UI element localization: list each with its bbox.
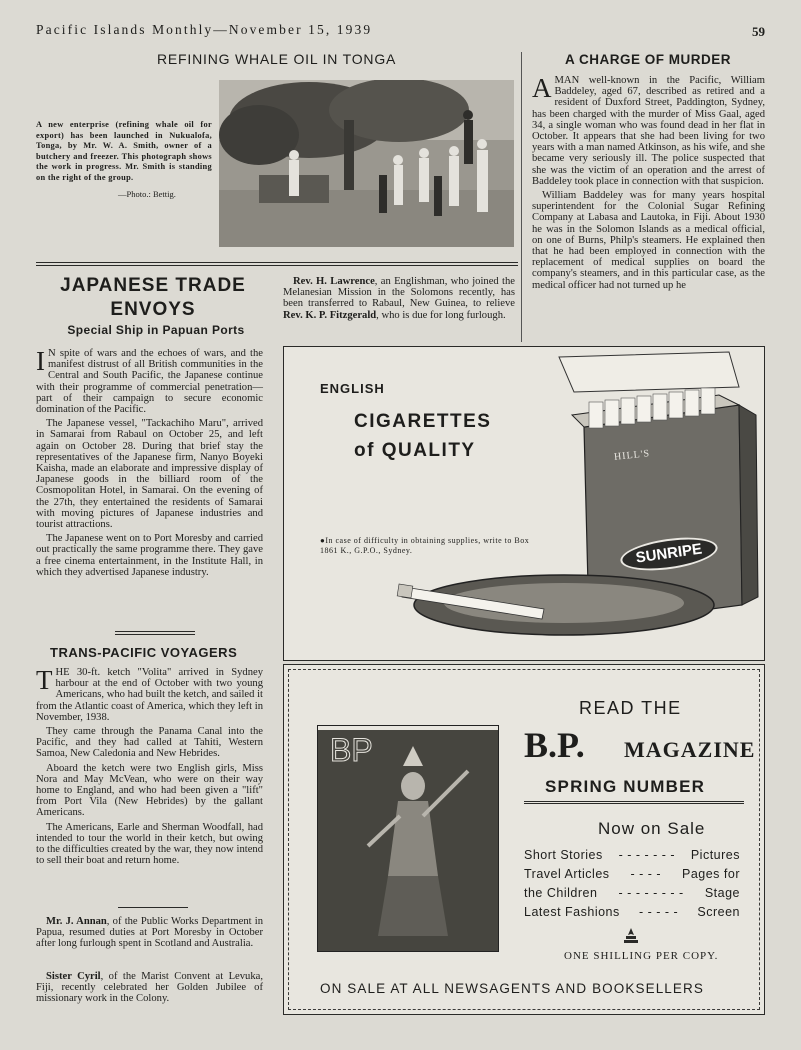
lawrence-text-1: , an Englishman, who joined the Melanesian Mission in the Solomons recently, has been transferred to Rabaul, New Guinea, to relieve bbox=[283, 276, 515, 310]
bp-ad-row-dots: - - - - - bbox=[638, 905, 679, 919]
bp-ad-row-right: Pages for bbox=[681, 867, 740, 881]
photo-credit: —Photo.: Bettig. bbox=[118, 189, 176, 199]
annan-name: Mr. J. Annan bbox=[46, 916, 107, 927]
bp-ad-row-left: Latest Fashions bbox=[524, 905, 620, 919]
lawrence-name: Rev. H. Lawrence bbox=[293, 276, 375, 287]
bp-ad-row bbox=[524, 848, 740, 862]
japanese-paragraph-2: The Japanese vessel, "Tackachiho Maru", arrived in Samarai from Rabaul on October 25, and left again on October 28. During that brief stay the representatives of the Japanese firm, Nanyo Boyeki Kaisha, made an elaborate and impressive display of Japanese goods in the billiard room of the Cosmopolitan Hotel, in Samarai. On the evening of the 27th, they entertained the residents of Samarai with moving pictures of Japanese industries and tourist attractions. bbox=[36, 418, 263, 531]
murder-article bbox=[532, 75, 765, 343]
japanese-paragraph-3: The Japanese went on to Port Moresby and carried out practically the same programme there. They gave a free cinema entertainment, in the Institute Hall, in which they advertised Japanese industry. bbox=[36, 533, 263, 578]
voyagers-dropcap: T bbox=[36, 665, 53, 695]
cigarette-ad-note-text: In case of difficulty in obtaining supplies, write to Box 1861 K., G.P.O., Sydney. bbox=[320, 536, 530, 555]
voyagers-headline: TRANS-PACIFIC VOYAGERS bbox=[50, 645, 238, 660]
bp-ad-row-left: the Children bbox=[524, 886, 598, 900]
pack-maker-label: HILL'S bbox=[613, 448, 651, 463]
lawrence-text-2: , who is due for long furlough. bbox=[376, 309, 506, 321]
bp-ad-row-dots: - - - - bbox=[630, 867, 662, 881]
annan-note bbox=[36, 916, 263, 953]
bp-ad-bp: B.P. bbox=[524, 725, 585, 765]
bp-ad-row bbox=[524, 886, 740, 900]
cigarette-ad-cigarettes: CIGARETTES bbox=[354, 411, 492, 432]
bp-ad-rule bbox=[524, 801, 744, 804]
murder-headline: A CHARGE OF MURDER bbox=[565, 52, 731, 67]
bp-ad-row-left: Short Stories bbox=[524, 848, 603, 862]
section-rule-2b bbox=[115, 634, 195, 635]
whale-oil-photo bbox=[219, 80, 514, 247]
page-number: 59 bbox=[752, 24, 765, 39]
bp-ad-row bbox=[524, 867, 740, 881]
voyagers-paragraph-2: They came through the Panama Canal into the Pacific, and they had called at Tahiti, Western Samoa, New Caledonia and New Hebrides. bbox=[36, 726, 263, 760]
murder-paragraph-2: William Baddeley was for many years hospital superintendent for the Colonial Sugar Refining Company at Labasa and Lautoka, in Fiji. About 1930 he was in the Solomon Islands as a medical official, on one of Burns, Philp's steamers. He explained then that he had been employed in connection with the replacement of medical supplies on board the company's steamers, and in this particular case, as the medical officer had not turned up he bbox=[532, 190, 765, 291]
murder-dropcap: A bbox=[532, 75, 552, 103]
cyril-name: Sister Cyril bbox=[46, 971, 101, 982]
bp-ad-price: ONE SHILLING PER COPY. bbox=[564, 950, 719, 962]
japanese-subhead: Special Ship in Papuan Ports bbox=[67, 323, 245, 337]
column-divider bbox=[521, 52, 522, 342]
japanese-dropcap: I bbox=[36, 346, 45, 376]
voyagers-paragraph-4: The Americans, Earle and Sherman Woodfall, had intended to tour the world in their ketch, but owing to the difficulties created by the war, they now intend to sell their boat and return home. bbox=[36, 821, 263, 867]
emblem-icon bbox=[622, 927, 640, 945]
japanese-paragraph-1: N spite of wars and the echoes of wars, and the manifest distrust of all British communities in the Central and South Pacific, the Japanese continue with their programme of commercial penetration—part of their campaign to secure economic domination of the Pacific. bbox=[36, 348, 263, 416]
section-rule-2 bbox=[115, 631, 195, 632]
bp-ad-row-right: Stage bbox=[704, 886, 740, 900]
voyagers-paragraph-1: HE 30-ft. ketch "Volita" arrived in Sydney harbour at the end of October with two young Americans, who had built the ketch, and sailed it from the Atlantic coast of America, which they left in November, 1938. bbox=[36, 667, 263, 723]
whale-oil-caption: A new enterprise (refining whale oil for export) has been launched in Nukualofa, Tonga, by Mr. W. A. Smith, owner of a butchery and freezer. This photograph shows the work in progress. Mr. Smith is standing on the right of the group. bbox=[36, 120, 212, 182]
bp-ad-read-the: READ THE bbox=[579, 698, 682, 718]
bp-ad-magazine: MAGAZINE bbox=[624, 737, 756, 762]
running-title: Pacific Islands Monthly—November 15, 1939 bbox=[36, 22, 373, 37]
murder-paragraph-1: MAN well-known in the Pacific, William Baddeley, aged 67, described as retired and a resident of Duxford Street, Paddington, Sydney, has been charged with the murder of Miss Gaal, aged 34, a single woman who was found dead in her flat in October. It appears that she had been living for two years with a man named Atkinson, as his wife, and she became very seriously ill. The police suspected that she was the victim of an operation and the arrest of Baddeley took place in connection with that suspicion. bbox=[532, 75, 765, 187]
whale-oil-headline: REFINING WHALE OIL IN TONGA bbox=[157, 51, 397, 67]
bp-magazine-cover bbox=[317, 725, 499, 952]
japanese-headline: JAPANESE TRADE ENVOYS bbox=[60, 275, 246, 320]
bp-ad-row-dots: - - - - - - - bbox=[618, 848, 676, 862]
lawrence-note bbox=[283, 276, 515, 324]
cyril-note bbox=[36, 971, 263, 1008]
cigarette-advertisement bbox=[283, 346, 765, 661]
bp-ad-now-on-sale: Now on Sale bbox=[598, 819, 706, 838]
bp-ad-row-left: Travel Articles bbox=[524, 867, 610, 881]
bp-ad-footer: ON SALE AT ALL NEWSAGENTS AND BOOKSELLERS bbox=[320, 981, 704, 996]
section-rule-3 bbox=[118, 907, 188, 908]
cigarette-ad-english: ENGLISH bbox=[320, 381, 385, 396]
bp-ad-spring-number: SPRING NUMBER bbox=[545, 777, 706, 796]
bullet-icon: ● bbox=[320, 536, 326, 545]
fitzgerald-name: Rev. K. P. Fitzgerald bbox=[283, 309, 377, 321]
bp-ad-row-right: Screen bbox=[697, 905, 740, 919]
cigarette-ad-quality: of QUALITY bbox=[354, 440, 476, 461]
cigarette-pack-illustration bbox=[384, 347, 764, 658]
bp-ad-row bbox=[524, 905, 740, 919]
bp-ad-row-dots: - - - - - - - - bbox=[618, 886, 684, 900]
japanese-article bbox=[36, 348, 263, 581]
section-rule-1b bbox=[36, 265, 518, 266]
cyril-text: , of the Marist Convent at Levuka, Fiji, recently celebrated her Golden Jubilee of missionary work in the Colony. bbox=[36, 971, 263, 1005]
bp-ad-contents-list bbox=[524, 848, 740, 919]
bp-magazine-advertisement bbox=[283, 664, 765, 1015]
voyagers-article bbox=[36, 667, 263, 869]
sunripe-brand-label: SUNRIPE bbox=[618, 532, 719, 575]
section-rule-1 bbox=[36, 262, 518, 263]
bp-cover-logo: BP bbox=[330, 732, 373, 768]
annan-text: , of the Public Works Department in Papua, resumed duties at Port Moresby in October after long furlough spent in Scotland and Australia. bbox=[36, 916, 264, 950]
bp-ad-row-right: Pictures bbox=[690, 848, 740, 862]
voyagers-paragraph-3: Aboard the ketch were two English girls, Miss Nora and May McVean, who were on their way home to England, and who had been given a "lift" from Port Vila (New Hebrides) by the gallant Americans. bbox=[36, 762, 263, 819]
